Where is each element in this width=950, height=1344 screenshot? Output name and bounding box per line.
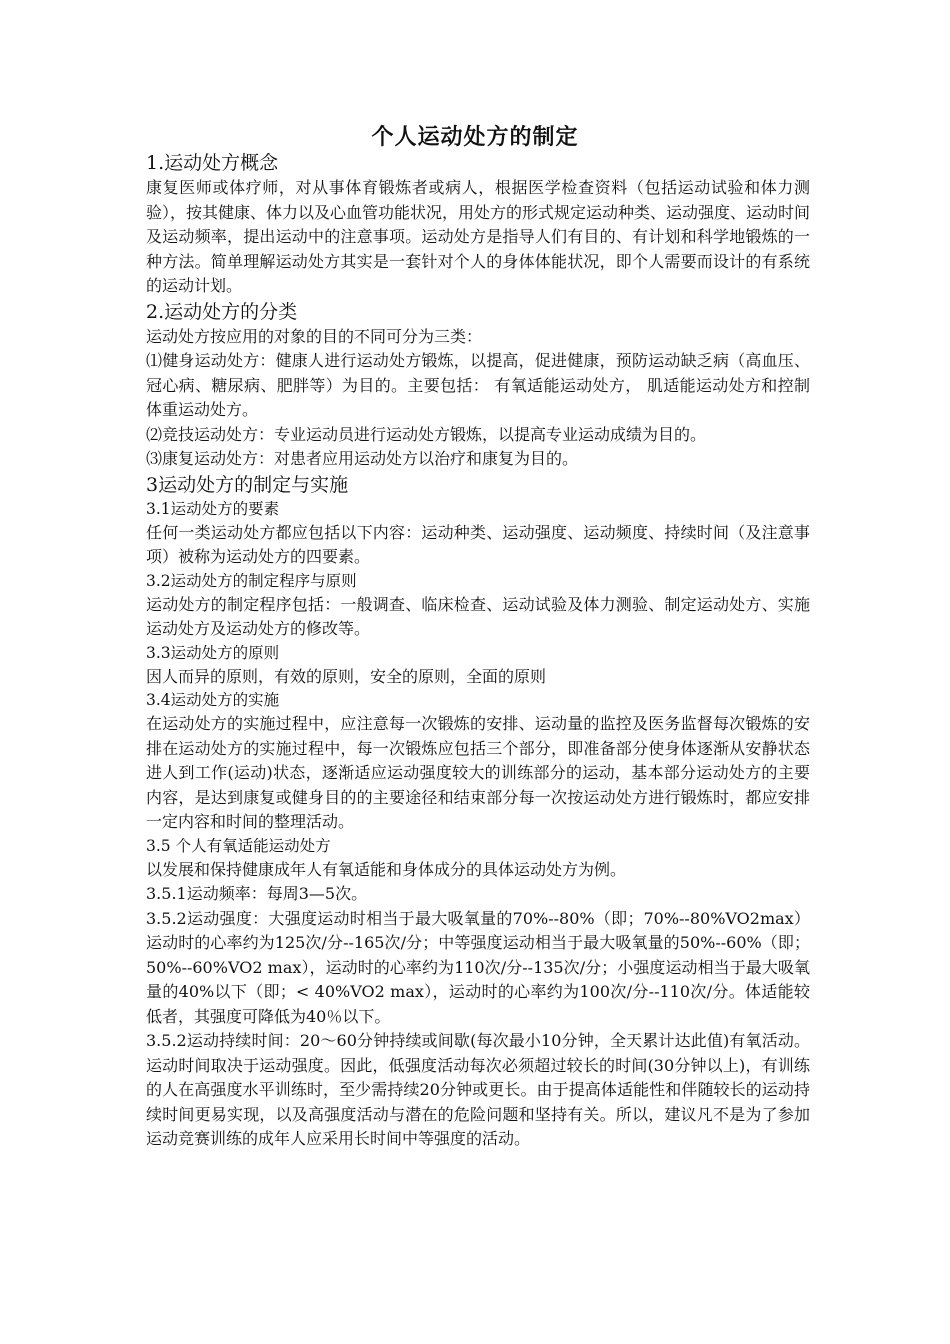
section-3-3-heading: 3.3运动处方的原则: [146, 643, 280, 662]
section-1-paragraph: 康复医师或体疗师，对从事体育锻炼者或病人，根据医学检查资料（包括运动试验和体力测验），按其健康、体力以及心血管功能状况，用处方的形式规定运动种类、运动强度、运动时间及运动频率，提出运动中的注意事项。运动处方是指导人们有目的、有计划和科学地锻炼的一种方法。简单理解运动处方其实是一套针对个人的身体体能状况，即个人需要而设计的有系统的运动计划。: [146, 178, 811, 295]
section-2-item-2: ⑵竞技运动处方：专业运动员进行运动处方锻炼，以提高专业运动成绩为目的。: [146, 424, 707, 444]
section-3-2-heading: 3.2运动处方的制定程序与原则: [146, 571, 357, 590]
section-3-4-paragraph: 在运动处方的实施过程中，应注意每一次锻炼的安排、运动量的监控及医务监督每次锻炼的安排在运动处方的实施过程中，每一次锻炼应包括三个部分，即准备部分使身体逐渐从安静状态进人到工作(运动)状态，逐渐适应运动强度较大的训练部分的运动，基本部分运动处方的主要内容，是达到康复或健身目的的主要途径和结束部分每一次按运动处方进行锻炼时，都应安排一定内容和时间的整理活动。: [146, 714, 810, 831]
document-body: [146, 150, 810, 1152]
section-3-5-paragraph: 以发展和保持健康成年人有氧适能和身体成分的具体运动处方为例。: [146, 859, 627, 879]
document-title: 个人运动处方的制定: [371, 124, 579, 150]
section-3-3-paragraph: 因人而异的原则，有效的原则，安全的原则，全面的原则: [146, 666, 547, 686]
section-3-heading: 3运动处方的制定与实施: [146, 473, 349, 496]
section-1-heading: 1.运动处方概念: [146, 152, 279, 174]
section-2-intro: 运动处方按应用的对象的目的不同可分为三类：: [146, 326, 483, 346]
section-3-5-heading: 3.5 个人有氧适能运动处方: [146, 836, 331, 855]
section-3-5-2-duration-paragraph: 3.5.2运动持续时间：20～60分钟持续或间歇(每次最小10分钟，全天累计达此值)有氧活动。运动时间取决于运动强度。因此，低强度活动每次必须超过较长的时间(30分钟以上)，有训练的人在高强度水平训练时，至少需持续20分钟或更长。由于提高体适能性和伴随较长的运动持续时间更易实现，以及高强度活动与潜在的危险问题和坚持有关。所以，建议凡不是为了参加运动竞赛训练的成年人应采用长时间中等强度的活动。: [146, 1031, 810, 1148]
section-2-item-1: ⑴健身运动处方：健康人进行运动处方锻炼，以提高，促进健康，预防运动缺乏病（高血压、冠心病、糖尿病、肥胖等）为目的。主要包括： 有氧适能运动处方， 肌适能运动处方和控制体重运动处方。: [146, 351, 810, 419]
section-2-heading: 2.运动处方的分类: [146, 300, 298, 323]
section-3-5-1-paragraph: 3.5.1运动频率：每周3—5次。: [146, 884, 368, 903]
section-3-2-paragraph: 运动处方的制定程序包括：一般调查、临床检查、运动试验及体力测验、制定运动处方、实施运动处方及运动处方的修改等。: [146, 594, 810, 638]
section-2-item-3: ⑶康复运动处方：对患者应用运动处方以治疗和康复为目的。: [146, 449, 579, 468]
section-3-5-2-intensity-paragraph: 3.5.2运动强度：大强度运动时相当于最大吸氧量的70%--80%（即；70%--80%VO2max）运动时的心率约为125次/分--165次/分；中等强度运动相当于最大吸氧量的50%--60%（即；50%--60%VO2 max），运动时的心率约为110次/分--135次/分；小强度运动相当于最大吸氧量的40%以下（即；< 40%VO2 max），运动时的心率约为100次/分--110次/分。体适能较低者，其强度可降低为40％以下。: [146, 908, 810, 1026]
section-3-4-heading: 3.4运动处方的实施: [146, 691, 280, 709]
section-3-1-paragraph: 任何一类运动处方都应包括以下内容：运动种类、运动强度、运动频度、持续时间（及注意事项）被称为运动处方的四要素。: [146, 522, 810, 566]
section-3-1-heading: 3.1运动处方的要素: [146, 499, 280, 518]
